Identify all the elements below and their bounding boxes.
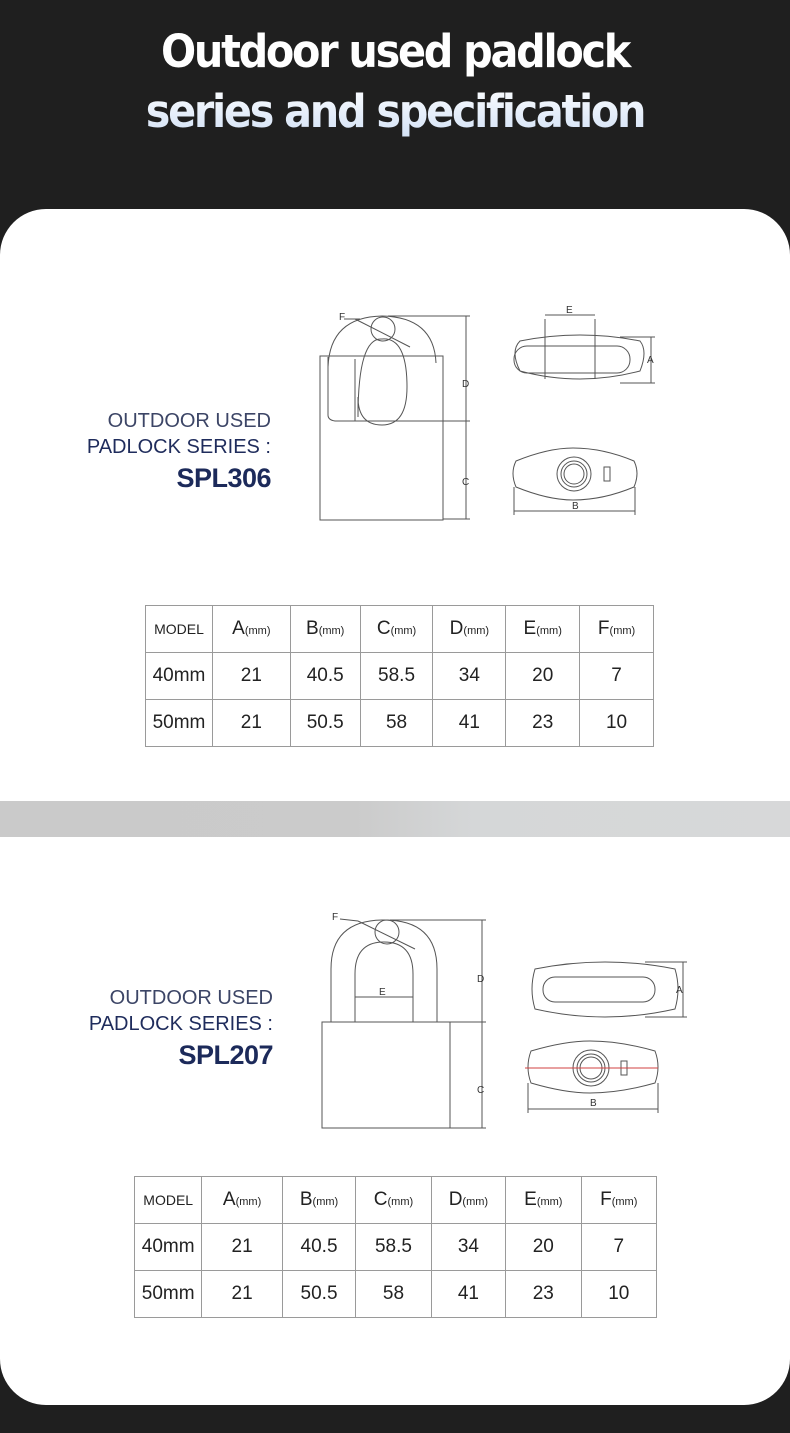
- cell-f: 7: [580, 653, 654, 700]
- padlock-top-drawing-spl207: [525, 959, 690, 1024]
- header-a: A(mm): [212, 606, 290, 653]
- cell-e: 23: [506, 700, 580, 747]
- cell-model: 50mm: [135, 1271, 202, 1318]
- cell-b: 40.5: [282, 1224, 355, 1271]
- cell-f: 10: [580, 700, 654, 747]
- header-model: MODEL: [146, 606, 213, 653]
- cell-e: 23: [506, 1271, 581, 1318]
- cell-b: 50.5: [282, 1271, 355, 1318]
- cell-b: 40.5: [290, 653, 360, 700]
- header-e: E(mm): [506, 1177, 581, 1224]
- cell-f: 10: [581, 1271, 656, 1318]
- header-a: A(mm): [202, 1177, 282, 1224]
- page-title-line2: series and specification: [32, 82, 759, 142]
- cell-d: 41: [431, 1271, 505, 1318]
- header-f: F(mm): [580, 606, 654, 653]
- padlock-top-drawing-spl306: [500, 301, 660, 391]
- cell-a: 21: [212, 653, 290, 700]
- dim-label-f: F: [332, 912, 339, 923]
- dim-label-f: F: [339, 312, 346, 323]
- table-row: [146, 700, 654, 747]
- header-d: D(mm): [433, 606, 506, 653]
- dim-label-d: D: [462, 379, 470, 390]
- dim-label-d: D: [477, 974, 485, 985]
- page-title-line1: Outdoor used padlock: [161, 25, 629, 78]
- dim-label-e: E: [566, 305, 573, 316]
- cell-d: 34: [431, 1224, 505, 1271]
- cell-model: 40mm: [135, 1224, 202, 1271]
- page-header: [0, 0, 790, 209]
- cell-b: 50.5: [290, 700, 360, 747]
- padlock-bottom-drawing-spl207: [525, 1039, 665, 1119]
- header-c: C(mm): [360, 606, 433, 653]
- cell-c: 58: [356, 1271, 431, 1318]
- cell-c: 58.5: [360, 653, 433, 700]
- cell-e: 20: [506, 653, 580, 700]
- cell-a: 21: [202, 1271, 282, 1318]
- header-d: D(mm): [431, 1177, 505, 1224]
- series-label-spl207: [60, 985, 273, 1073]
- cell-f: 7: [581, 1224, 656, 1271]
- dim-label-b: B: [590, 1098, 597, 1109]
- section-divider: [0, 801, 790, 837]
- table-row: [135, 1271, 657, 1318]
- cell-model: 40mm: [146, 653, 213, 700]
- table-header-row: [135, 1177, 657, 1224]
- cell-d: 34: [433, 653, 506, 700]
- header-b: B(mm): [290, 606, 360, 653]
- series-label-line1: OUTDOOR USED: [109, 987, 273, 1009]
- padlock-front-drawing-spl207: [310, 899, 510, 1139]
- dim-label-e: E: [379, 987, 386, 998]
- spec-card: [0, 209, 790, 1405]
- header-e: E(mm): [506, 606, 580, 653]
- header-b: B(mm): [282, 1177, 355, 1224]
- cell-c: 58: [360, 700, 433, 747]
- spec-table-spl306: [145, 605, 654, 747]
- cell-a: 21: [212, 700, 290, 747]
- dim-label-c: C: [477, 1085, 485, 1096]
- model-code: SPL207: [178, 1040, 273, 1070]
- cell-e: 20: [506, 1224, 581, 1271]
- cell-c: 58.5: [356, 1224, 431, 1271]
- table-header-row: [146, 606, 654, 653]
- cell-d: 41: [433, 700, 506, 747]
- header-model: MODEL: [135, 1177, 202, 1224]
- header-f: F(mm): [581, 1177, 656, 1224]
- series-label-spl306: [60, 408, 271, 496]
- model-code: SPL306: [176, 463, 271, 493]
- header-c: C(mm): [356, 1177, 431, 1224]
- spec-table-spl207: [134, 1176, 657, 1318]
- dim-label-a: A: [647, 355, 654, 366]
- cell-a: 21: [202, 1224, 282, 1271]
- table-row: [146, 653, 654, 700]
- series-label-line2: PADLOCK SERIES :: [88, 1013, 273, 1035]
- padlock-bottom-drawing-spl306: [508, 443, 648, 523]
- dim-label-a: A: [676, 985, 683, 996]
- cell-model: 50mm: [146, 700, 213, 747]
- series-label-line1: OUTDOOR USED: [107, 410, 271, 432]
- dim-label-c: C: [462, 477, 470, 488]
- series-label-line2: PADLOCK SERIES :: [86, 436, 271, 458]
- dim-label-b: B: [572, 501, 579, 512]
- table-row: [135, 1224, 657, 1271]
- padlock-front-drawing-spl306: [300, 297, 490, 527]
